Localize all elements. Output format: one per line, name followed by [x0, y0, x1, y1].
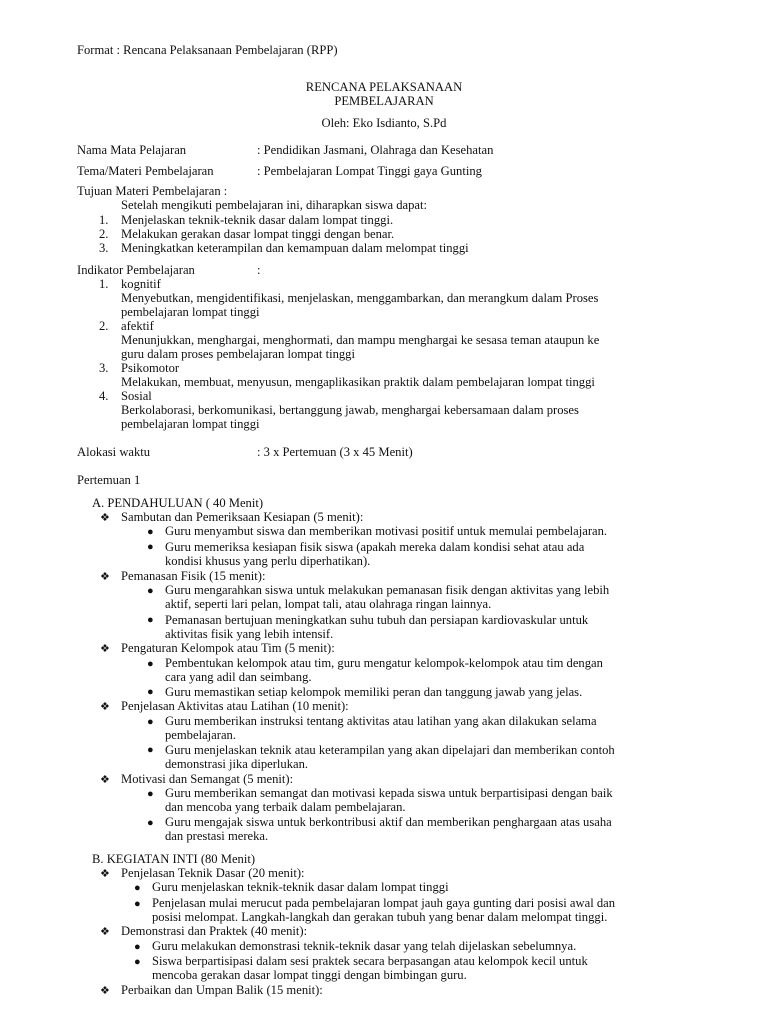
bullet-line: cara yang adil dan seimbang.: [165, 670, 312, 684]
activity-title: Motivasi dan Semangat (5 menit):: [121, 772, 294, 786]
tujuan-item-3: Meningkatkan keterampilan dan kemampuan dalam melompat tinggi: [121, 241, 469, 255]
indikator-head: Sosial: [121, 389, 152, 403]
indikator-num: 3.: [99, 361, 109, 375]
bullet-line: Guru menjelaskan teknik atau keterampilan yang akan dipelajari dan memberikan contoh: [165, 743, 615, 757]
bullet-dot-icon: ●: [147, 817, 154, 829]
mapel-value: : Pendidikan Jasmani, Olahraga dan Kesehatan: [257, 143, 494, 157]
indikator-head: afektif: [121, 319, 154, 333]
indikator-head: Psikomotor: [121, 361, 180, 375]
bullet-line: dan prestasi mereka.: [165, 829, 269, 843]
bullet-line: Guru memastikan setiap kelompok memiliki peran dan tanggung jawab yang jelas.: [165, 685, 583, 699]
bullet-dot-icon: ●: [147, 744, 154, 756]
bullet-dot-icon: ●: [147, 614, 154, 626]
bullet-line: Guru mengajak siswa untuk berkontribusi aktif dan memberikan penghargaan atas usaha: [165, 815, 612, 829]
diamond-bullet-icon: ❖: [100, 701, 110, 713]
bullet-dot-icon: ●: [147, 526, 154, 538]
bullet-dot-icon: ●: [147, 658, 154, 670]
bullet-line: Guru mengarahkan siswa untuk melakukan pemanasan fisik dengan aktivitas yang lebih: [165, 583, 610, 597]
bullet-line: pembelajaran.: [165, 728, 236, 742]
diamond-bullet-icon: ❖: [100, 512, 110, 524]
indikator-num: 1.: [99, 277, 109, 291]
bullet-line: Guru menjelaskan teknik-teknik dasar dalam lompat tinggi: [152, 880, 449, 894]
indikator-line: Melakukan, membuat, menyusun, mengaplikasikan praktik dalam pembelajaran lompat tinggi: [121, 375, 595, 389]
indikator-colon: :: [257, 263, 261, 277]
activity-title: Penjelasan Teknik Dasar (20 menit):: [121, 866, 305, 880]
activity-title: Pemanasan Fisik (15 menit):: [121, 569, 266, 583]
bullet-line: demonstrasi jika diperlukan.: [165, 757, 309, 771]
bullet-dot-icon: ●: [147, 686, 154, 698]
format-line: Format : Rencana Pelaksanaan Pembelajaran (RPP): [77, 43, 338, 57]
alokasi-label: Alokasi waktu: [77, 445, 151, 459]
bullet-line: Guru menyambut siswa dan memberikan motivasi positif untuk memulai pembelajaran.: [165, 524, 608, 538]
indikator-line: Berkolaborasi, berkomunikasi, bertanggung jawab, menghargai kebersamaan dalam proses: [121, 403, 579, 417]
bullet-line: posisi melompat. Langkah-langkah dan gerakan tubuh yang benar dalam melompat tinggi.: [152, 910, 608, 924]
diamond-bullet-icon: ❖: [100, 926, 110, 938]
diamond-bullet-icon: ❖: [100, 985, 110, 997]
indikator-line: Menunjukkan, menghargai, menghormati, dan mampu menghargai ke sesasa teman ataupun ke: [121, 333, 600, 347]
title-line-1: RENCANA PELAKSANAAN: [305, 80, 463, 94]
bullet-line: Guru memberikan semangat dan motivasi kepada siswa untuk berpartisipasi dengan baik: [165, 786, 613, 800]
diamond-bullet-icon: ❖: [100, 643, 110, 655]
activity-title: Demonstrasi dan Praktek (40 menit):: [121, 924, 308, 938]
tujuan-num-2: 2.: [99, 227, 109, 241]
tujuan-item-1: Menjelaskan teknik-teknik dasar dalam lompat tinggi.: [121, 213, 394, 227]
indikator-num: 4.: [99, 389, 109, 403]
bullet-dot-icon: ●: [134, 941, 141, 953]
activity-title: Pengaturan Kelompok atau Tim (5 menit):: [121, 641, 335, 655]
pertemuan-heading: Pertemuan 1: [77, 473, 141, 487]
diamond-bullet-icon: ❖: [100, 571, 110, 583]
tujuan-intro: Setelah mengikuti pembelajaran ini, diharapkan siswa dapat:: [121, 198, 428, 212]
author: Oleh: Eko Isdianto, S.Pd: [321, 116, 447, 130]
bullet-dot-icon: ●: [134, 898, 141, 910]
bullet-dot-icon: ●: [147, 788, 154, 800]
bullet-line: aktivitas fisik yang lebih intensif.: [165, 627, 334, 641]
diamond-bullet-icon: ❖: [100, 774, 110, 786]
indikator-label: Indikator Pembelajaran: [77, 263, 195, 277]
alokasi-value: : 3 x Pertemuan (3 x 45 Menit): [257, 445, 413, 459]
section-a-heading: A. PENDAHULUAN ( 40 Menit): [92, 496, 264, 510]
tujuan-item-2: Melakukan gerakan dasar lompat tinggi dengan benar.: [121, 227, 395, 241]
bullet-line: Guru memberikan instruksi tentang aktivitas atau latihan yang akan dilakukan selama: [165, 714, 597, 728]
activity-title: Perbaikan dan Umpan Balik (15 menit):: [121, 983, 323, 997]
bullet-line: kondisi khusus yang perlu diperhatikan).: [165, 554, 371, 568]
diamond-bullet-icon: ❖: [100, 868, 110, 880]
tujuan-num-1: 1.: [99, 213, 109, 227]
bullet-dot-icon: ●: [147, 541, 154, 553]
bullet-line: aktif, seperti lari pelan, lompat tali, atau olahraga ringan lainnya.: [165, 597, 492, 611]
tema-value: : Pembelajaran Lompat Tinggi gaya Gunting: [257, 164, 482, 178]
bullet-dot-icon: ●: [147, 585, 154, 597]
tujuan-label: Tujuan Materi Pembelajaran :: [77, 184, 228, 198]
bullet-line: Pemanasan bertujuan meningkatkan suhu tubuh dan persiapan kardiovaskular untuk: [165, 613, 589, 627]
bullet-dot-icon: ●: [134, 882, 141, 894]
activity-title: Penjelasan Aktivitas atau Latihan (10 menit):: [121, 699, 349, 713]
tema-label: Tema/Materi Pembelajaran: [77, 164, 214, 178]
indikator-line: pembelajaran lompat tinggi: [121, 305, 260, 319]
activity-title: Sambutan dan Pemeriksaan Kesiapan (5 menit):: [121, 510, 364, 524]
bullet-line: mencoba gerakan dasar lompat tinggi dengan bimbingan guru.: [152, 968, 467, 982]
tujuan-num-3: 3.: [99, 241, 109, 255]
mapel-label: Nama Mata Pelajaran: [77, 143, 187, 157]
bullet-line: Guru melakukan demonstrasi teknik-teknik dasar yang telah dijelaskan sebelumnya.: [152, 939, 577, 953]
indikator-line: Menyebutkan, mengidentifikasi, menjelaskan, menggambarkan, dan merangkum dalam Proses: [121, 291, 599, 305]
indikator-num: 2.: [99, 319, 109, 333]
indikator-head: kognitif: [121, 277, 161, 291]
indikator-line: guru dalam proses pembelajaran lompat tinggi: [121, 347, 355, 361]
bullet-line: Siswa berpartisipasi dalam sesi praktek secara berpasangan atau kelompok kecil untuk: [152, 954, 588, 968]
bullet-dot-icon: ●: [147, 716, 154, 728]
bullet-line: dan mencoba yang terbaik dalam pembelajaran.: [165, 800, 406, 814]
bullet-line: Pembentukan kelompok atau tim, guru mengatur kelompok-kelompok atau tim dengan: [165, 656, 603, 670]
bullet-line: Penjelasan mulai merucut pada pembelajaran lompat jauh gaya gunting dari posisi awal dan: [152, 896, 616, 910]
title-line-2: PEMBELAJARAN: [334, 94, 434, 108]
indikator-line: pembelajaran lompat tinggi: [121, 417, 260, 431]
section-b-heading: B. KEGIATAN INTI (80 Menit): [92, 852, 256, 866]
bullet-line: Guru memeriksa kesiapan fisik siswa (apakah mereka dalam kondisi sehat atau ada: [165, 540, 585, 554]
bullet-dot-icon: ●: [134, 956, 141, 968]
